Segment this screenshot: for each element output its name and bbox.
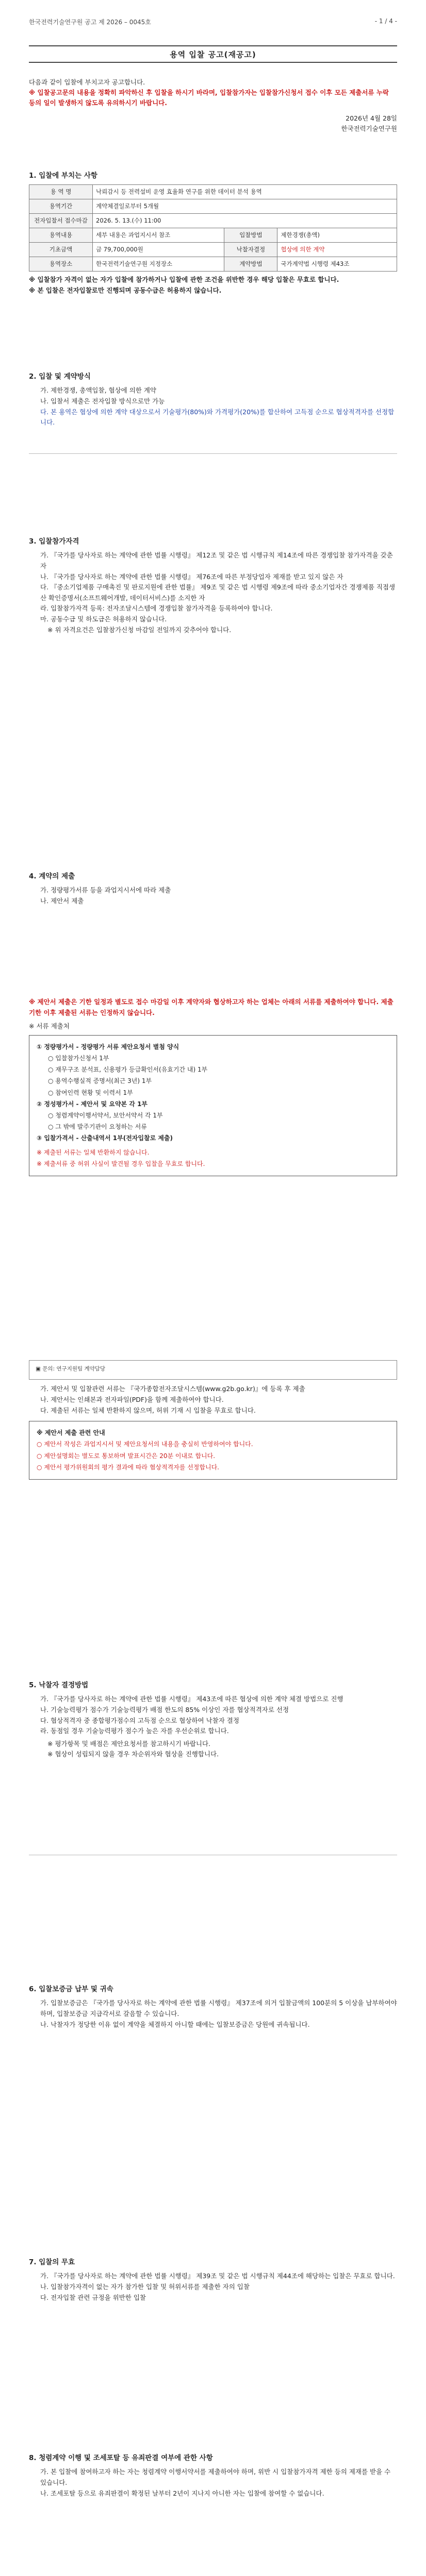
contact-mini-box [29,1360,397,1380]
section-3 [29,536,397,635]
sub-note: ※ 위 자격요건은 입찰참가신청 마감일 전일까지 갖추어야 합니다. [47,625,232,634]
intro-line: 다음과 같이 입찰에 부치고자 공고합니다. [29,78,145,86]
list-item: 라. 동점일 경우 기술능력평가 점수가 높은 자를 우선순위로 합니다. [40,1727,229,1735]
section-10 [29,2452,397,2499]
box-line: ○ 제안서 작성은 과업지시서 및 제안요청서의 내용을 충실히 반영하여야 합니다. [37,1440,253,1448]
box-line: ※ 제안서 제출 관련 안내 [37,1429,105,1437]
box-line: ③ 입찰가격서 - 산출내역서 1부(전자입찰로 제출) [37,1134,173,1142]
note: ※ 입찰참가 자격이 없는 자가 입찰에 참가하거나 입찰에 관한 조건을 위반한 경우 해당 입찰은 무효로 합니다. [29,276,339,284]
row-value: 국가계약법 시행령 제43조 [277,257,397,272]
row-value: 세부 내용은 과업지시서 참조 [93,228,224,243]
table-row [29,243,397,257]
proposal-guide-box [29,1421,397,1480]
row-label: 용역기간 [29,199,93,214]
submission-block [29,997,397,1176]
list-item: 가. 『국가를 당사자로 하는 계약에 관한 법률 시행령』 제43조에 따른 협상에 의한 계약 체결 방법으로 진행 [40,1695,343,1703]
row-value: 2026. 5. 13.(수) 11:00 [93,214,397,228]
row-value: 한국전력기술연구원 지정장소 [93,257,224,272]
row-value: 협상에 의한 계약 [277,243,397,257]
row-value: 계약체결일로부터 5개월 [93,199,397,214]
box-line: ○ 재무구조 분석표, 신용평가 등급확인서(유효기간 내) 1부 [48,1066,208,1074]
sub-note: ※ 서류 제출처 [29,1022,70,1030]
table-row [29,228,397,243]
section-1-heading: 1. 입찰에 부치는 사항 [29,172,97,180]
sub-note: ※ 평가항목 및 배점은 제안요청서를 참고하시기 바랍니다. [47,1739,211,1748]
box-line: ○ 참여인력 현황 및 이력서 1부 [48,1089,133,1096]
list-item: 나. 『국가를 당사자로 하는 계약에 관한 법률 시행령』 제76조에 따른 부정당업자 제재를 받고 있지 않은 자 [40,572,343,581]
box-title: ▣ 문의: 연구지원팀 계약담당 [36,1366,106,1372]
document-header [29,18,397,26]
section-1 [29,170,397,296]
section-2 [29,371,397,428]
box-line: ※ 제출서류 중 허위 사실이 발견될 경우 입찰을 무효로 합니다. [37,1160,205,1167]
section-9-heading: 7. 입찰의 무효 [29,2258,75,2266]
section-8-heading: 6. 입찰보증금 납부 및 귀속 [29,1985,113,1993]
row-label: 계약방법 [224,257,277,272]
list-item: 가. 제안서 및 입찰관련 서류는 『국가종합전자조달시스템(www.g2b.go.kr)』에 등록 후 제출 [40,1385,305,1393]
section-9 [29,2257,397,2303]
sub-note: ※ 협상이 성립되지 않을 경우 차순위자와 협상을 진행합니다. [47,1750,219,1758]
intro-notice: ※ 입찰공고문의 내용을 정확히 파악하신 후 입찰을 하시기 바라며, 입찰참가자는 입찰참가신청서 접수 이후 모든 제출서류 누락 등의 일이 발생하지 않도록 유의하시기 바랍니다. [29,89,389,107]
intro-date: 2026년 4월 28일 [346,114,397,122]
box-line: ○ 그 밖에 발주기관이 요청하는 서류 [48,1123,147,1131]
row-label: 용 역 명 [29,185,93,199]
table-row [29,214,397,228]
box-line: ※ 제출된 서류는 일체 반환하지 않습니다. [37,1148,150,1156]
section-4 [29,871,397,907]
box-line: ① 정량평가서 - 정량평가 서류 제안요청서 별첨 양식 [37,1043,179,1050]
warning-text: ※ 제안서 제출은 기한 일정과 별도로 접수 마감일 이후 계약자와 협상하고자 하는 업체는 아래의 서류를 제출하여야 합니다. 제출 기한 이후 제출된 서류는 인정하지 않습니다. [29,998,394,1016]
section-8 [29,1984,397,2030]
box-line: ○ 용역수행실적 증명서(최근 3년) 1부 [48,1077,152,1085]
list-item: 다. 전자입찰 관련 규정을 위반한 입찰 [40,2293,146,2301]
list-item: 다. 협상적격자 중 종합평가점수의 고득점 순으로 협상하여 낙찰자 결정 [40,1716,239,1724]
row-label: 입찰방법 [224,228,277,243]
row-label: 용역내용 [29,228,93,243]
box-line: ○ 입찰참가신청서 1부 [48,1055,109,1062]
section-6 [29,1360,397,1480]
list-item: 다. 제출된 서류는 일체 반환하지 않으며, 허위 기재 시 입찰을 무효로 합니다. [40,1406,256,1414]
list-item: 가. 본 입찰에 참여하고자 하는 자는 청렴계약 이행서약서를 제출하여야 하며, 위반 시 입찰참가자격 제한 등의 제재를 받을 수 있습니다. [40,2468,391,2486]
required-docs-box [29,1035,397,1176]
box-line: ○ 제안설명회는 별도로 통보하며 발표시간은 20분 이내로 합니다. [37,1452,216,1460]
list-item: 다. 『중소기업제품 구매촉진 및 판로지원에 관한 법률』 제9조 및 같은 법 시행령 제9조에 따라 중소기업자간 경쟁제품 직접생산 확인증명서(소프트웨어개발, 데이터서비스)를 소지한 자 [40,583,396,602]
section-7-heading: 5. 낙찰자 결정방법 [29,1681,89,1689]
table-row [29,257,397,272]
list-item: 나. 기술능력평가 점수가 기술능력평가 배점 한도의 85% 이상인 자를 협상적격자로 선정 [40,1705,289,1714]
table-row [29,185,397,199]
box-line: ② 정성평가서 - 제안서 및 요약본 각 1부 [37,1100,148,1108]
list-item: 나. 낙찰자가 정당한 이유 없이 계약을 체결하지 아니할 때에는 입찰보증금은 당원에 귀속됩니다. [40,2020,310,2028]
list-item: 다. 본 용역은 협상에 의한 계약 대상으로서 기술평가(80%)와 가격평가(20%)를 합산하여 고득점 순으로 협상적격자를 선정합니다. [40,408,395,427]
table-row [29,199,397,214]
bid-info-table [29,184,397,272]
section-2-heading: 2. 입찰 및 계약방식 [29,372,91,381]
list-item: 가. 제한경쟁, 총액입찰, 협상에 의한 계약 [40,386,156,395]
list-item: 가. 입찰보증금은 『국가를 당사자로 하는 계약에 관한 법률 시행령』 제37조에 의거 입찰금액의 100분의 5 이상을 납부하여야 하며, 입찰보증금 지급각서로 갈음할 수 있습니다. [40,1999,397,2018]
list-item: 나. 조세포탈 등으로 유죄판결이 확정된 날부터 2년이 지나지 아니한 자는 입찰에 참여할 수 없습니다. [40,2489,324,2497]
row-value: 제한경쟁(총액) [277,228,397,243]
row-label: 용역장소 [29,257,93,272]
list-item: 마. 공동수급 및 하도급은 허용하지 않습니다. [40,615,167,623]
intro-block [29,77,397,134]
page-number: - 1 / 4 - [374,18,397,25]
row-label: 전자입찰서 접수마감 [29,214,93,228]
box-line: ○ 제안서 평가위원회의 평가 결과에 따라 협상적격자를 선정합니다. [37,1463,219,1471]
row-value: 금 79,700,000원 [93,243,224,257]
section-7 [29,1680,397,1760]
row-label: 낙찰자결정 [224,243,277,257]
box-line: ○ 청렴계약이행서약서, 보안서약서 각 1부 [48,1112,163,1119]
section-10-heading: 8. 청렴계약 이행 및 조세포탈 등 유죄판결 여부에 관한 사항 [29,2454,213,2462]
list-item: 가. 정량평가서류 등을 과업지시서에 따라 제출 [40,886,171,894]
list-item: 나. 제안서 제출 [40,896,84,905]
list-item: 나. 제안서는 인쇄본과 전자파일(PDF)을 함께 제출하여야 합니다. [40,1395,224,1403]
page-title: 용역 입찰 공고(재공고) [29,45,397,63]
list-item: 나. 입찰참가자격이 없는 자가 참가한 입찰 및 허위서류를 제출한 자의 입찰 [40,2282,250,2291]
notice-number: 한국전력기술연구원 공고 제 2026 – 0045호 [29,19,151,26]
list-item: 가. 『국가를 당사자로 하는 계약에 관한 법률 시행령』 제39조 및 같은 법 시행규칙 제44조에 해당하는 입찰은 무효로 합니다. [40,2272,395,2280]
section-3-heading: 3. 입찰참가자격 [29,537,79,546]
intro-org: 한국전력기술연구원 [341,125,397,132]
note: ※ 본 입찰은 전자입찰로만 진행되며 공동수급은 허용하지 않습니다. [29,286,222,294]
row-value: 낙뢰감시 등 전력설비 운영 효율화 연구를 위한 데이터 분석 용역 [93,185,397,199]
list-item: 라. 입찰참가자격 등록: 전자조달시스템에 경쟁입찰 참가자격을 등록하여야 합니다. [40,604,273,613]
list-item: 나. 입찰서 제출은 전자입찰 방식으로만 가능 [40,397,165,405]
row-label: 기초금액 [29,243,93,257]
list-item: 가. 『국가를 당사자로 하는 계약에 관한 법률 시행령』 제12조 및 같은 법 시행규칙 제14조에 따른 경쟁입찰 참가자격을 갖춘 자 [40,551,393,570]
section-4-heading: 4. 계약의 제출 [29,872,75,880]
divider [29,453,397,454]
